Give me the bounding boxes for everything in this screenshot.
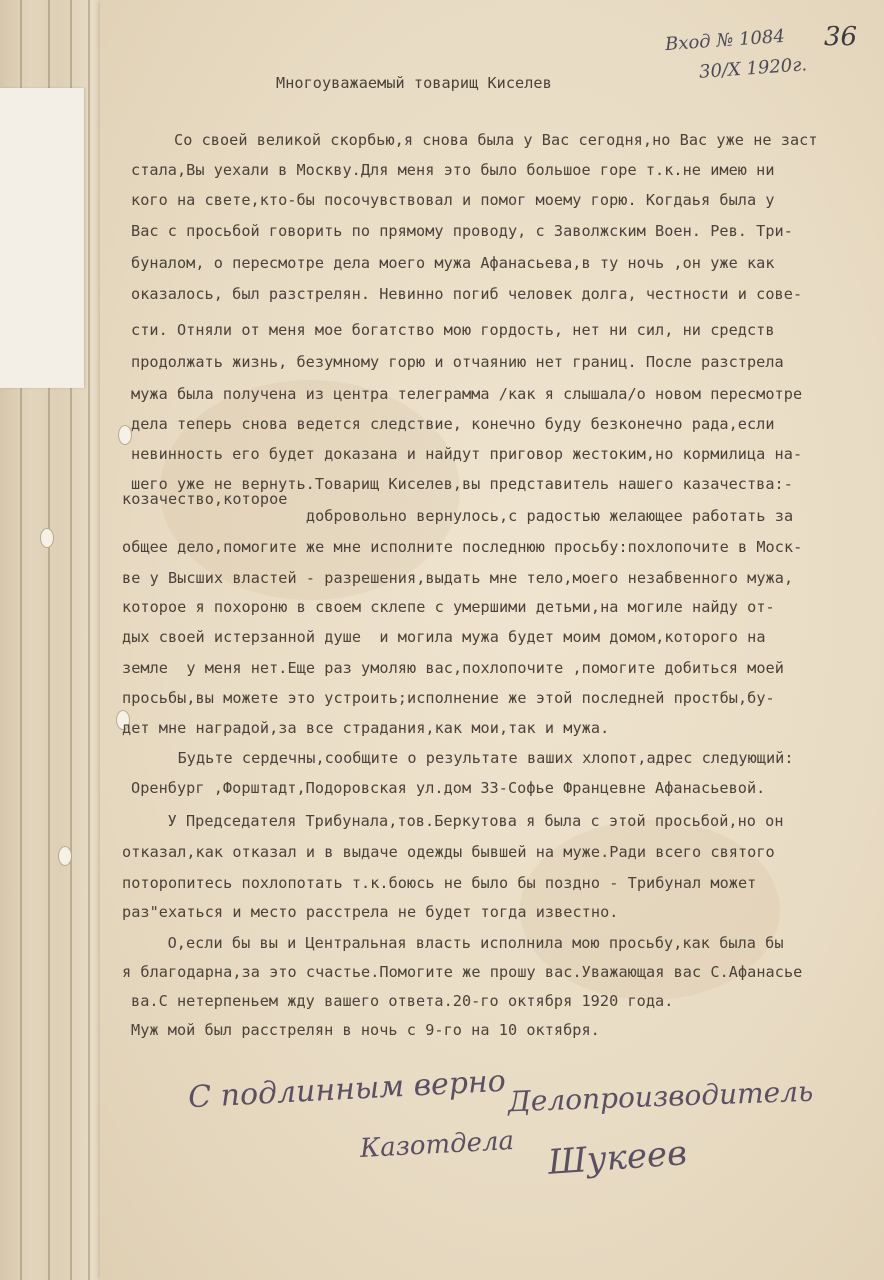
letter-line: просьбы,вы можете это устроить;исполнение же этой последней простбы,бу-	[122, 689, 775, 707]
letter-line: козачество,которое	[122, 490, 288, 508]
entry-registration-mark	[664, 25, 808, 86]
letter-line: раз"ехаться и место расстрела не будет тогда известно.	[122, 903, 619, 921]
department-name: Казотдела	[359, 1125, 515, 1165]
letter-line: дет мне наградой,за все страдания,как мои,так и мужа.	[122, 719, 610, 737]
letter-line: Оренбург ,Форштадт,Подоровская ул.дом 33-Софье Францевне Афанасьевой.	[131, 779, 766, 797]
entry-number: Вход № 1084	[664, 25, 786, 56]
letter-line: оказалось, был разстрелян. Невинно погиб человек долга, честности и сове-	[131, 285, 803, 303]
letter-salutation: Многоуважаемый товарищ Киселев	[276, 74, 552, 92]
letter-line: шего уже не вернуть.Товарищ Киселев,вы представитель нашего казачества:-	[131, 475, 793, 493]
page-number: 36	[824, 22, 858, 52]
punch-hole	[58, 846, 72, 866]
letter-line: которое я похороню в своем склепе с умершими детьми,на могиле найду от-	[122, 598, 775, 616]
letter-line: Со своей великой скорбью,я снова была у Вас сегодня,но Вас уже не заст	[174, 131, 818, 149]
letter-line: отказал,как отказал и в выдаче одежды бывшей на муже.Ради всего святого	[122, 843, 775, 861]
letter-line: Будьте сердечны,сообщите о результате ваших хлопот,адрес следующий:	[150, 749, 794, 767]
punch-hole	[40, 528, 54, 548]
letter-line: стала,Вы уехали в Москву.Для меня это было большое горе т.к.не имею ни	[131, 161, 775, 179]
letter-line: У Председателя Трибунала,тов.Беркутова я была с этой просьбой,но он	[140, 812, 784, 830]
letter-line: ве у Высших властей - разрешения,выдать мне тело,моего незабвенного мужа,	[122, 569, 794, 587]
letter-line: продолжать жизнь, безумному горю и отчаянию нет границ. После разстрела	[131, 353, 784, 371]
paper-strip	[0, 88, 84, 388]
letter-line: кого на свете,кто-бы посочувствовал и помог моему горю. Когдаья была у	[131, 191, 775, 209]
letter-line: О,если бы вы и Центральная власть исполнила мою просьбу,как была бы	[140, 934, 784, 952]
signature: Шукеев	[546, 1133, 689, 1183]
clerk-title: Делопроизводитель	[507, 1074, 814, 1119]
letter-line: мужа была получена из центра телеграмма /как я слышала/о новом пересмотре	[131, 385, 803, 403]
letter-line: добровольно вернулось,с радостью желающее работать за	[122, 507, 794, 525]
letter-line: буналом, о пересмотре дела моего мужа Афанасьева,в ту ночь ,он уже как	[131, 254, 775, 272]
letter-line: общее дело,помогите же мне исполните последнюю просьбу:похлопочите в Моск-	[122, 538, 803, 556]
entry-date: 30/X 1920г.	[698, 54, 808, 83]
letter-line: сти. Отняли от меня мое богатство мою гордость, нет ни сил, ни средств	[131, 321, 775, 339]
certification-text: С подлинным верно	[187, 1063, 507, 1116]
letter-line: поторопитесь похлопотать т.к.боюсь не было бы поздно - Трибунал может	[122, 874, 757, 892]
letter-line: ва.С нетерпеньем жду вашего ответа.20-го октября 1920 года.	[131, 992, 674, 1010]
letter-line: невинность его будет доказана и найдут приговор жестоким,но кормилица на-	[131, 445, 803, 463]
letter-line: земле у меня нет.Еще раз умоляю вас,похлопочите ,помогите добиться моей	[122, 659, 784, 677]
punch-hole	[118, 425, 132, 445]
letter-line: Вас с просьбой говорить по прямому проводу, с Заволжским Воен. Рев. Три-	[131, 222, 793, 240]
letter-line: Муж мой был расстрелян в ночь с 9-го на 10 октября.	[131, 1021, 600, 1039]
letter-line: дых своей истерзанной душе и могила мужа будет моим домом,которого на	[122, 628, 766, 646]
letter-line: дела теперь снова ведется следствие, конечно буду безконечно рада,если	[131, 415, 775, 433]
underlying-pages	[0, 0, 96, 1280]
page-edge	[88, 0, 90, 1280]
letter-line: я благодарна,за это счастье.Помогите же прошу вас.Уважающая вас С.Афанасье	[122, 963, 803, 981]
